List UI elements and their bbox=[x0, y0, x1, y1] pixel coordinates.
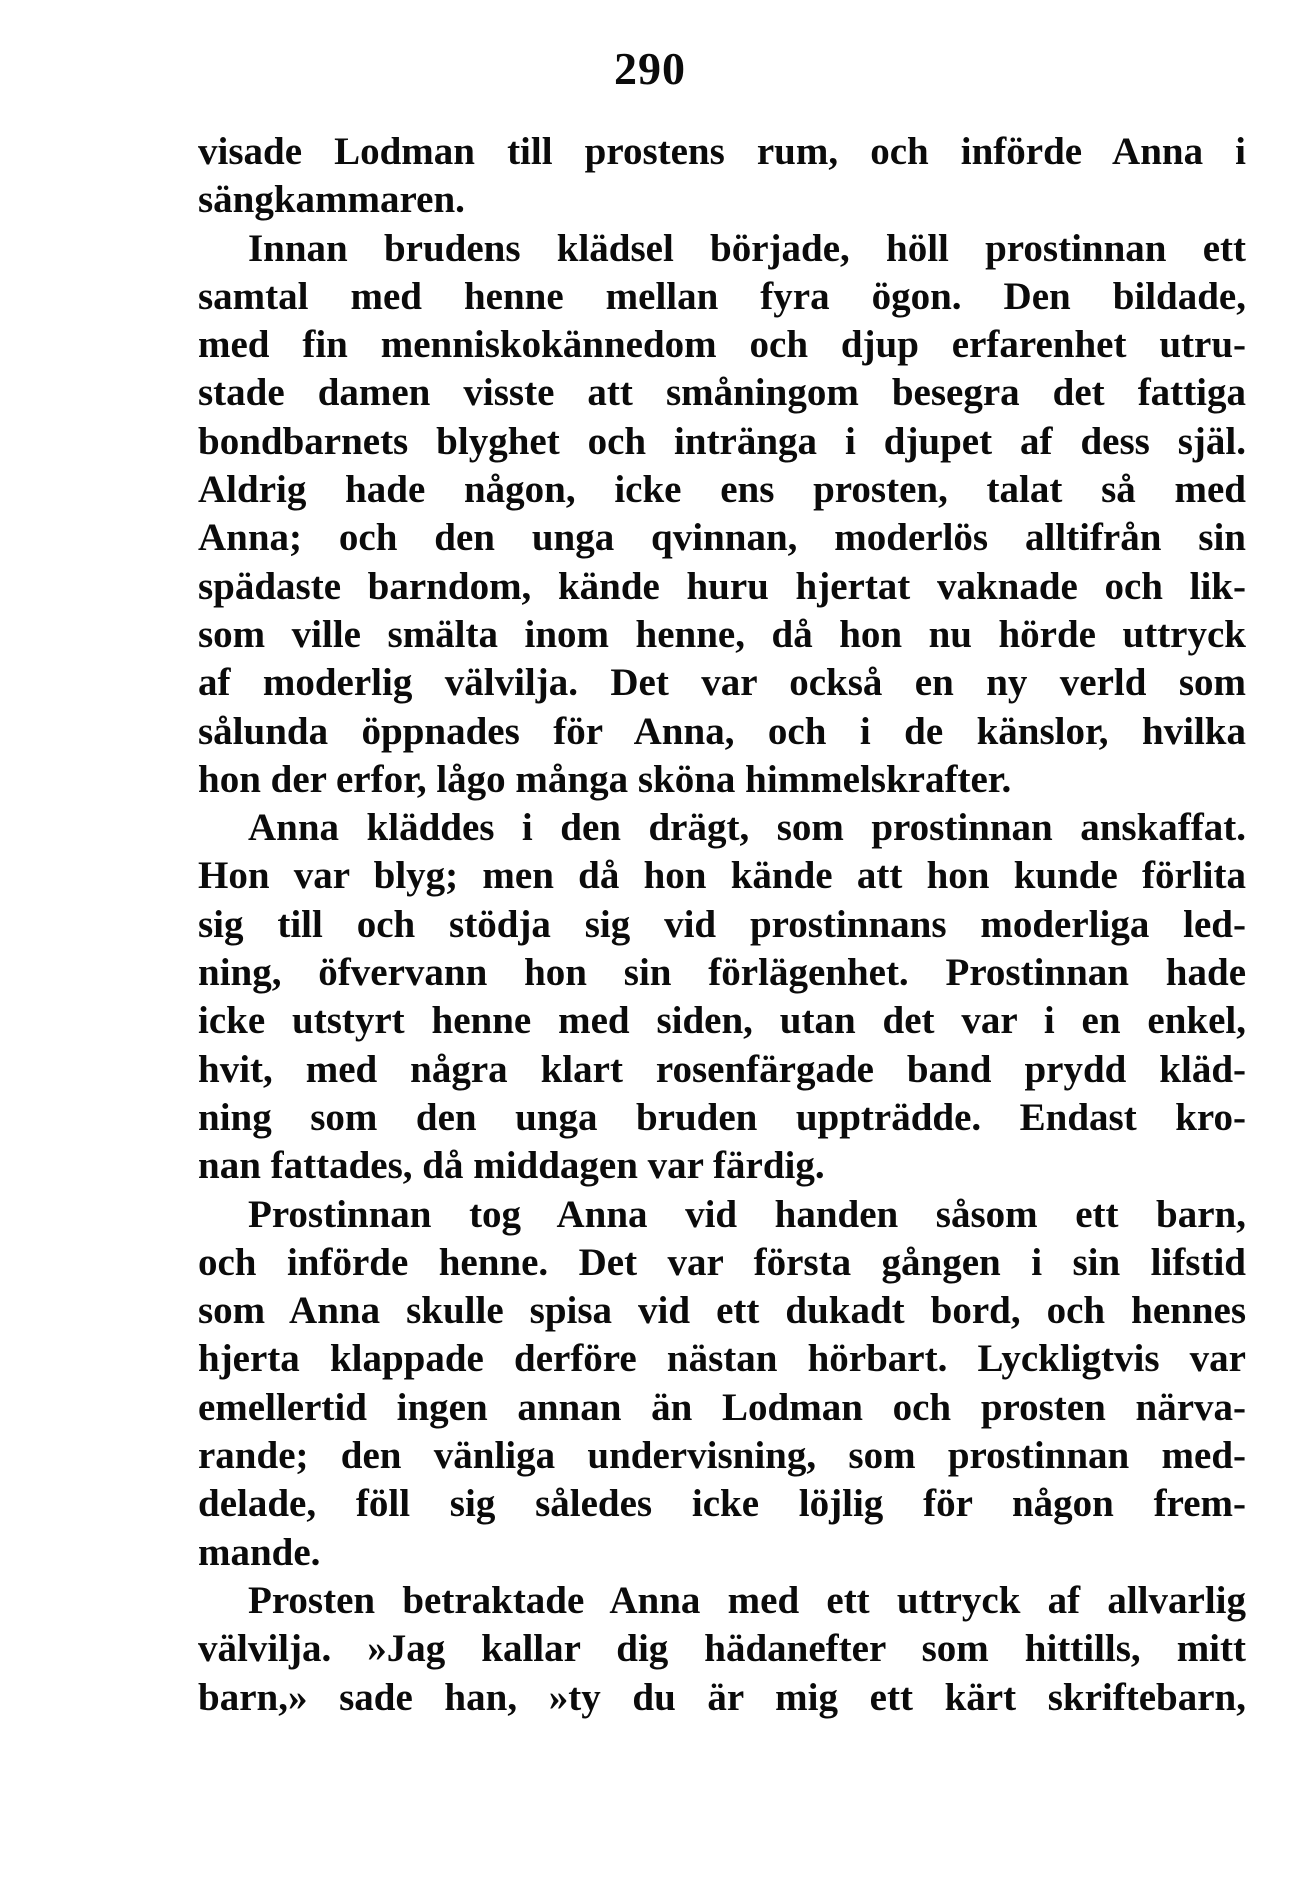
text-line: som ville smälta inom henne, då hon nu hörde uttryck bbox=[198, 612, 1246, 656]
text-line: Prostinnan tog Anna vid handen såsom ett barn, bbox=[248, 1192, 1246, 1236]
text-line: Prosten betraktade Anna med ett uttryck af allvarlig bbox=[248, 1578, 1246, 1622]
text-line: som Anna skulle spisa vid ett dukadt bord, och hennes bbox=[198, 1289, 1246, 1333]
text-line: rande; den vänliga undervisning, som prostinnan med- bbox=[198, 1434, 1246, 1478]
text-line: icke utstyrt henne med siden, utan det var i en enkel, bbox=[198, 999, 1246, 1043]
page-number: 290 bbox=[614, 43, 686, 94]
text-line: Anna; och den unga qvinnan, moderlös alltifrån sin bbox=[198, 516, 1246, 560]
text-line: hon der erfor, lågo många sköna himmelskrafter. bbox=[198, 757, 1012, 801]
text-line: mande. bbox=[198, 1530, 321, 1574]
text-line: ning, öfvervann hon sin förlägenhet. Prostinnan hade bbox=[198, 951, 1246, 995]
text-line: hjerta klappade derföre nästan hörbart. Lyckligtvis var bbox=[198, 1337, 1246, 1381]
text-line: delade, föll sig således icke löjlig för någon frem- bbox=[198, 1482, 1246, 1526]
text-line: sålunda öppnades för Anna, och i de känslor, hvilka bbox=[198, 709, 1246, 753]
text-line: hvit, med några klart rosenfärgade band prydd kläd- bbox=[198, 1047, 1246, 1091]
text-line: sig till och stödja sig vid prostinnans moderliga led- bbox=[198, 902, 1246, 946]
text-line: och införde henne. Det var första gången i sin lifstid bbox=[198, 1240, 1246, 1284]
text-line: Innan brudens klädsel började, höll prostinnan ett bbox=[248, 226, 1246, 270]
text-line: emellertid ingen annan än Lodman och prosten närva- bbox=[198, 1385, 1246, 1429]
text-line: stade damen visste att småningom besegra det fattiga bbox=[198, 371, 1246, 415]
text-line: Aldrig hade någon, icke ens prosten, talat så med bbox=[198, 468, 1246, 512]
text-line: Hon var blyg; men då hon kände att hon kunde förlita bbox=[198, 854, 1246, 898]
text-line: bondbarnets blyghet och intränga i djupet af dess själ. bbox=[198, 419, 1246, 463]
text-line: ning som den unga bruden uppträdde. Endast kro- bbox=[198, 1095, 1246, 1139]
text-line: Anna kläddes i den drägt, som prostinnan anskaffat. bbox=[248, 806, 1246, 850]
text-line: af moderlig välvilja. Det var också en ny verld som bbox=[198, 661, 1246, 705]
text-line: samtal med henne mellan fyra ögon. Den bildade, bbox=[198, 274, 1246, 318]
body-text bbox=[198, 128, 1246, 1722]
text-line: med fin menniskokännedom och djup erfarenhet utru- bbox=[198, 323, 1246, 367]
text-line: sängkammaren. bbox=[198, 178, 465, 222]
text-line: barn,» sade han, »ty du är mig ett kärt skriftebarn, bbox=[198, 1675, 1246, 1719]
text-line: nan fattades, då middagen var färdig. bbox=[198, 1144, 825, 1188]
text-line: spädaste barndom, kände huru hjertat vaknade och lik- bbox=[198, 564, 1246, 608]
text-line: välvilja. »Jag kallar dig hädanefter som hittills, mitt bbox=[198, 1627, 1246, 1671]
text-line: visade Lodman till prostens rum, och införde Anna i bbox=[198, 130, 1246, 173]
